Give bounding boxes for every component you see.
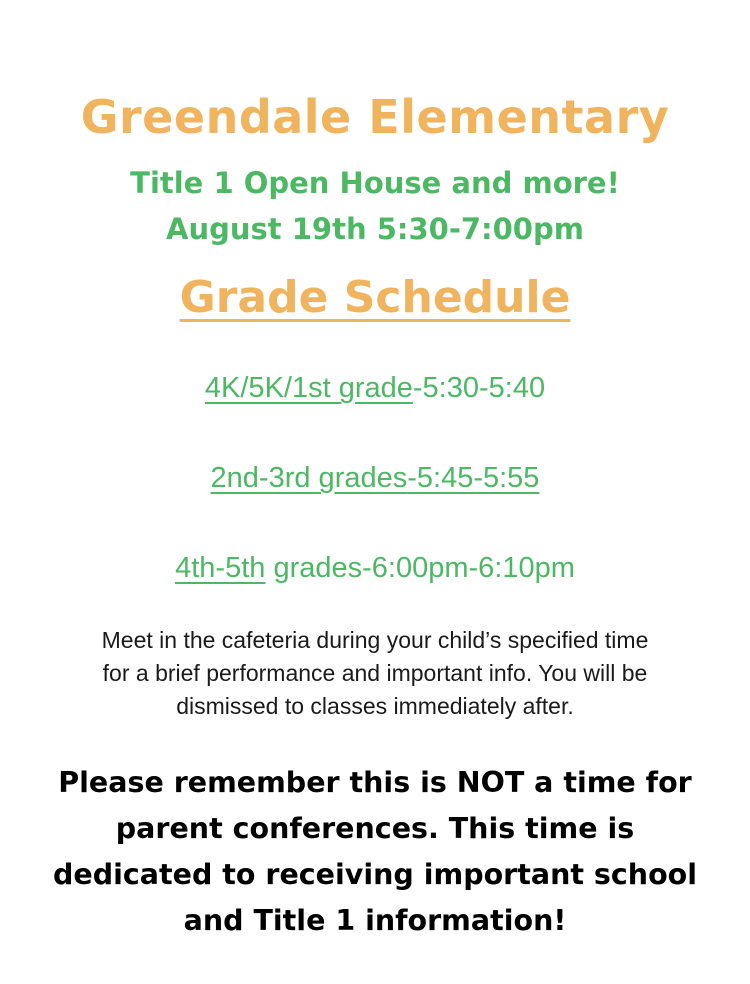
reminder-line: Please remember this is NOT a time for xyxy=(58,766,692,799)
reminder-line: and Title 1 information! xyxy=(183,904,567,937)
info-line: Meet in the cafeteria during your child’s specified time xyxy=(101,627,649,653)
schedule-slot-3 xyxy=(0,552,750,585)
schedule-slot-1 xyxy=(0,372,750,405)
slot-grades: 4K/5K/1st grade xyxy=(204,372,413,404)
meeting-info xyxy=(40,624,710,723)
reminder-line: dedicated to receiving important school xyxy=(52,858,698,891)
info-line: dismissed to classes immediately after. xyxy=(176,693,574,719)
reminder-notice xyxy=(30,760,720,944)
slot-grades: 4th-5th xyxy=(175,552,266,584)
slot-time: -5:30-5:40 xyxy=(412,372,546,404)
slot-grades: 2nd-3rd grades xyxy=(210,462,408,494)
event-date-time: August 19th 5:30-7:00pm xyxy=(166,212,584,246)
schedule-heading: Grade Schedule xyxy=(179,272,571,323)
reminder-line: parent conferences. This time is xyxy=(115,812,635,845)
slot-time: -5:45-5:55 xyxy=(407,462,540,494)
info-line: for a brief performance and important info. You will be xyxy=(102,660,648,686)
slot-time: grades-6:00pm-6:10pm xyxy=(265,552,575,584)
school-name: Greendale Elementary xyxy=(80,90,670,144)
schedule-slot-2 xyxy=(0,462,750,495)
event-title: Title 1 Open House and more! xyxy=(130,166,620,200)
